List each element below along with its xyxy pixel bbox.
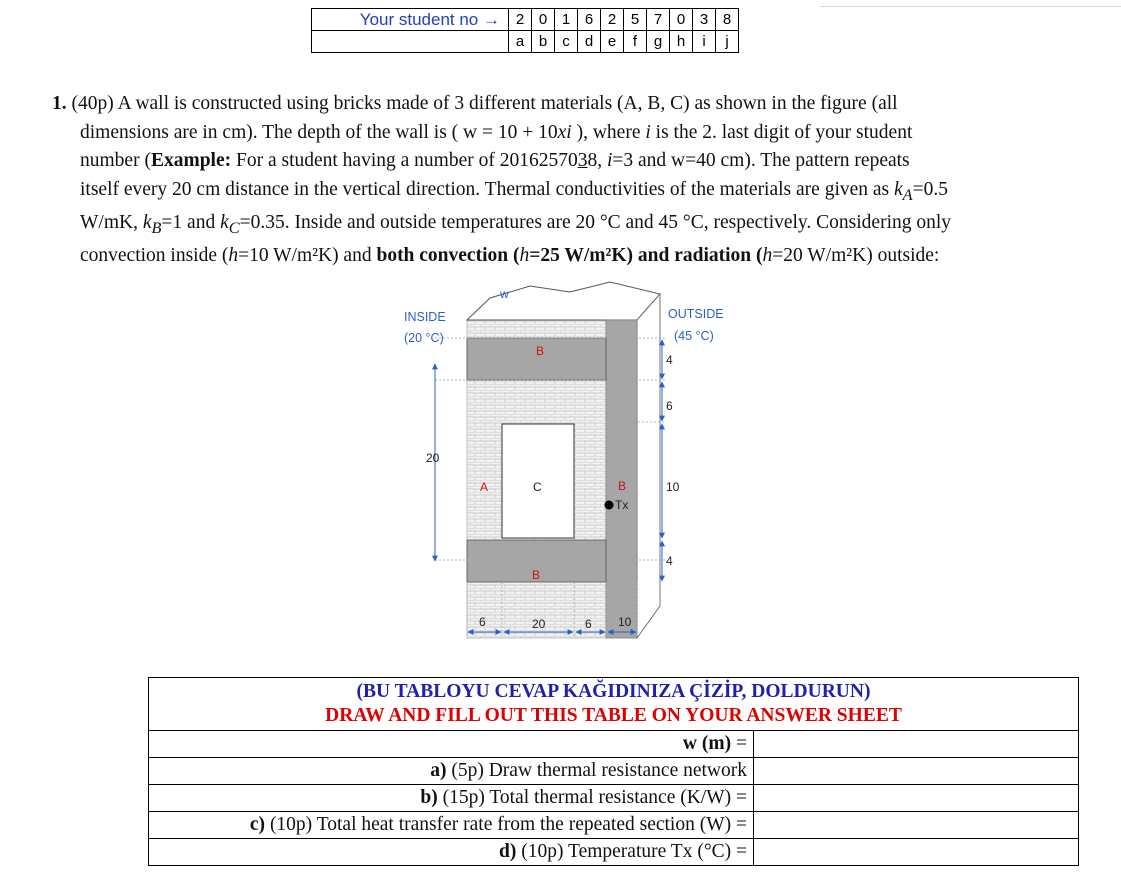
- answer-table: [148, 677, 1079, 866]
- letters-row: [312, 31, 739, 53]
- wall-figure: [390, 276, 750, 646]
- question-text: =20 W/m²K) outside:: [772, 245, 940, 267]
- question-text: W/mK,: [80, 211, 143, 233]
- question-var: xi: [557, 121, 572, 143]
- answer-label-text: =: [731, 733, 747, 754]
- answer-label-bold: d): [499, 841, 517, 862]
- dim-right-label: 4: [666, 353, 673, 367]
- digit-cell: 6: [578, 9, 601, 31]
- answer-row-w: [149, 731, 1079, 758]
- answer-label-bold: w (m): [682, 733, 732, 754]
- question-text: =0.5: [912, 178, 948, 200]
- digit-cell: 5: [624, 9, 647, 31]
- question-var: A: [902, 185, 913, 204]
- dim-bottom-label: 10: [618, 615, 632, 629]
- letter-cell: e: [601, 31, 624, 53]
- question-text: =10 W/m²K) and: [238, 245, 377, 267]
- digit-cell: 7: [647, 9, 670, 31]
- answer-label: [149, 731, 754, 758]
- question-var: B: [151, 218, 162, 237]
- question-text: itself every 20 cm distance in the vertical direction. Thermal conductivities of the materials are given as: [80, 178, 895, 200]
- question-var: k: [894, 178, 903, 200]
- digit-cell: 2: [601, 9, 624, 31]
- question-line-3: [52, 147, 1082, 176]
- question-line-2: [52, 119, 1082, 148]
- label-b-top: B: [536, 344, 545, 358]
- question-var: C: [228, 218, 240, 237]
- outside-label: OUTSIDE: [668, 307, 724, 321]
- dim-bottom-label: 6: [479, 615, 486, 629]
- question-text: is the 2. last digit of your student: [650, 121, 913, 143]
- digit-cell: 1: [555, 9, 578, 31]
- question-text: =3 and w=40 cm). The pattern repeats: [612, 150, 910, 171]
- answer-cell[interactable]: [754, 731, 1079, 758]
- answer-header-row: [149, 678, 1079, 731]
- inside-label: INSIDE: [404, 310, 446, 324]
- dim-bottom-label: 20: [532, 617, 546, 631]
- wall-top: [467, 282, 660, 320]
- question-bold: both convection (: [376, 245, 520, 267]
- answer-row-a: [149, 758, 1079, 785]
- letter-cell: g: [647, 31, 670, 53]
- answer-label-text: (10p) Temperature Tx (°C) =: [516, 841, 747, 862]
- student-number-table: [311, 8, 739, 53]
- underlined-digit: 3: [577, 150, 588, 171]
- inside-temp: (20 °C): [404, 331, 444, 345]
- letter-cell: j: [716, 31, 739, 53]
- question-text: 8,: [587, 150, 607, 171]
- question-line-5: [52, 209, 1082, 242]
- question-text: dimensions are in cm). The depth of the wall is ( w = 10 + 10: [80, 121, 558, 143]
- wall-side: [637, 294, 660, 638]
- question-line-4: [52, 176, 1082, 209]
- question-text: ), where: [571, 121, 646, 143]
- question-var: k: [220, 211, 229, 233]
- digit-cell: 8: [716, 9, 739, 31]
- outside-temp: (45 °C): [674, 329, 714, 343]
- student-no-label: Your student no →: [312, 9, 509, 31]
- answer-label-text: (10p) Total heat transfer rate from the repeated section (W) =: [265, 814, 747, 835]
- answer-label-bold: b): [420, 787, 438, 808]
- question-text: A wall is constructed using bricks made of 3 different materials (A, B, C) as shown in the figure (all: [117, 93, 898, 114]
- letter-cell: i: [693, 31, 716, 53]
- digit-cell: 3: [693, 9, 716, 31]
- answer-header: [149, 678, 1079, 731]
- answer-cell[interactable]: [754, 812, 1079, 839]
- answer-label-text: (5p) Draw thermal resistance network: [446, 760, 747, 781]
- answer-cell[interactable]: [754, 839, 1079, 866]
- label-a: A: [480, 480, 489, 494]
- question-var: k: [142, 211, 152, 233]
- letter-cell: h: [670, 31, 693, 53]
- answer-label: [149, 758, 754, 785]
- header-rule: [820, 6, 1121, 7]
- question-var: h: [228, 245, 239, 267]
- question-line-1: [52, 90, 1082, 119]
- question-text: =1 and: [161, 211, 221, 233]
- question-number: 1.: [52, 93, 67, 114]
- question-var: i: [645, 121, 651, 143]
- empty-cell: [312, 31, 509, 53]
- tx-point: [605, 501, 614, 510]
- answer-label: [149, 785, 754, 812]
- answer-label: [149, 839, 754, 866]
- answer-row-b: [149, 785, 1079, 812]
- question-text: =0.35. Inside and outside temperatures are 20 °C and 45 °C, respectively. Considering only: [239, 211, 952, 233]
- example-label: Example:: [150, 150, 232, 171]
- digits-row: [312, 9, 739, 31]
- answer-label: [149, 812, 754, 839]
- question-text: For a student having a number of 20162570: [231, 150, 578, 171]
- digit-cell: 2: [509, 9, 532, 31]
- tx-label: Tx: [615, 498, 629, 512]
- dim-left-label: 20: [426, 451, 440, 465]
- question-var: h: [519, 245, 530, 267]
- dim-right-label: 6: [666, 399, 673, 413]
- question-line-6: [52, 242, 1082, 271]
- answer-label-text: (15p) Total thermal resistance (K/W) =: [437, 787, 747, 808]
- question-bold: =25 W/m²K) and radiation (: [529, 245, 763, 267]
- dim-bottom-label: 6: [585, 617, 592, 631]
- letter-cell: f: [624, 31, 647, 53]
- question-text: convection inside (: [80, 245, 229, 267]
- label-b-right: B: [618, 479, 627, 493]
- dim-right-label: 10: [666, 480, 680, 494]
- dim-right-label: 4: [666, 554, 673, 568]
- letter-cell: d: [578, 31, 601, 53]
- question-var: i: [606, 150, 613, 171]
- answer-row-c: [149, 812, 1079, 839]
- answer-cell[interactable]: [754, 785, 1079, 812]
- answer-label-bold: a): [430, 760, 447, 781]
- answer-label-bold: c): [249, 814, 266, 835]
- letter-cell: b: [532, 31, 555, 53]
- label-c: C: [533, 480, 542, 494]
- digit-cell: 0: [670, 9, 693, 31]
- question-var: h: [762, 245, 773, 267]
- answer-row-d: [149, 839, 1079, 866]
- digit-cell: 0: [532, 9, 555, 31]
- question-text: number (: [80, 150, 151, 171]
- question-paragraph: [52, 90, 1082, 271]
- depth-label: w: [500, 287, 509, 301]
- letter-cell: a: [509, 31, 532, 53]
- question-points: (40p): [71, 93, 114, 114]
- header-turkish: (BU TABLOYU CEVAP KAĞIDINIZA ÇİZİP, DOLDURUN): [356, 681, 871, 702]
- label-b-bottom: B: [532, 568, 541, 582]
- letter-cell: c: [555, 31, 578, 53]
- header-english: DRAW AND FILL OUT THIS TABLE ON YOUR ANSWER SHEET: [325, 705, 902, 726]
- answer-cell[interactable]: [754, 758, 1079, 785]
